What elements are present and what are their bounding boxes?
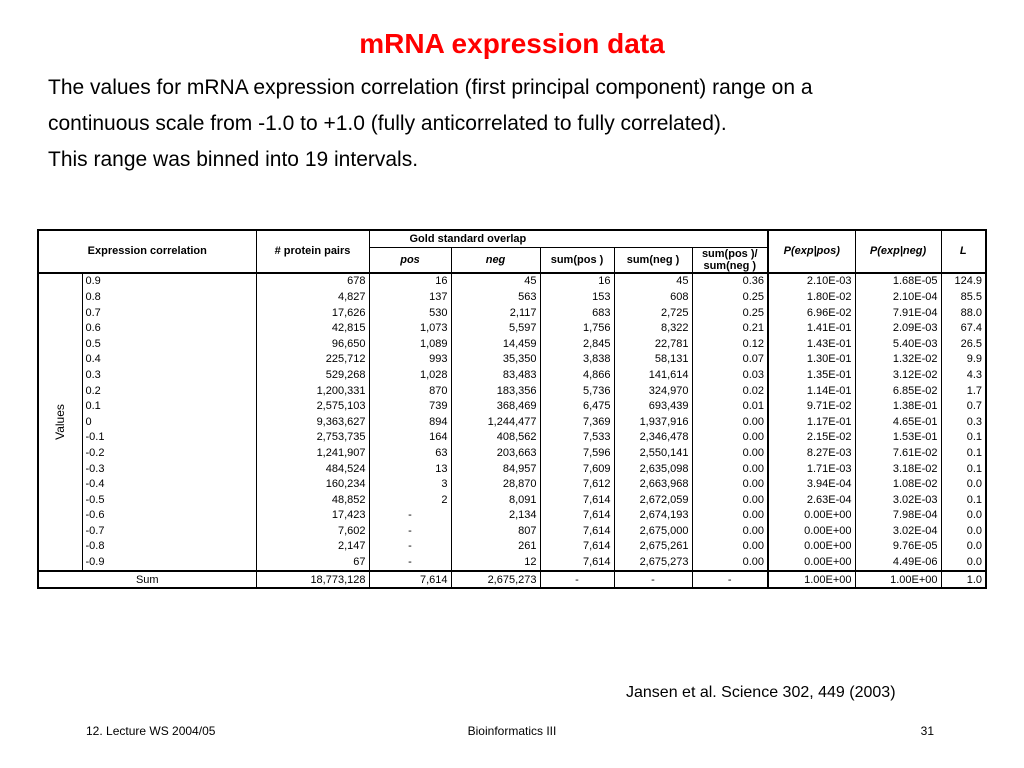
cell-l: 88.0 [941, 305, 986, 321]
cell-p-exp-neg: 6.85E-02 [855, 383, 941, 399]
cell-p-exp-neg: 1.08E-02 [855, 476, 941, 492]
cell-neg: 83,483 [451, 367, 540, 383]
cell-sum-neg: 2,550,141 [614, 445, 692, 461]
header-sum-ratio-line1: sum(pos )/ [701, 247, 758, 260]
cell-neg: 35,350 [451, 352, 540, 368]
cell-bin: 0.4 [82, 352, 256, 368]
cell-p-exp-neg: 5.40E-03 [855, 336, 941, 352]
citation: Jansen et al. Science 302, 449 (2003) [626, 684, 896, 701]
table-row [38, 320, 986, 336]
table-row [38, 383, 986, 399]
cell-protein-pairs: 9,363,627 [256, 414, 369, 430]
cell-ratio: 0.00 [692, 508, 768, 524]
cell-ratio: 0.25 [692, 305, 768, 321]
cell-bin: 0.5 [82, 336, 256, 352]
cell-protein-pairs: 48,852 [256, 492, 369, 508]
cell-sum-neg: 608 [614, 289, 692, 305]
slide-title: mRNA expression data [359, 28, 665, 59]
cell-sum-pos: 7,609 [540, 461, 614, 477]
cell-sum-pos: 153 [540, 289, 614, 305]
cell-p-exp-pos: 2.10E-03 [768, 273, 855, 290]
cell-ratio: 0.07 [692, 352, 768, 368]
cell-p-exp-pos: 1.17E-01 [768, 414, 855, 430]
cell-bin: -0.6 [82, 508, 256, 524]
table-row [38, 398, 986, 414]
cell-bin: 0.1 [82, 398, 256, 414]
cell-neg: 368,469 [451, 398, 540, 414]
cell-neg: 84,957 [451, 461, 540, 477]
cell-l: 0.0 [941, 476, 986, 492]
cell-p-exp-pos: 0.00E+00 [768, 554, 855, 571]
cell-sum-neg: 2,675,000 [614, 523, 692, 539]
cell-protein-pairs: 160,234 [256, 476, 369, 492]
cell-bin: -0.7 [82, 523, 256, 539]
cell-pos: 739 [369, 398, 451, 414]
cell-pos: 530 [369, 305, 451, 321]
cell-sum-pos: 7,614 [540, 508, 614, 524]
cell-p-exp-neg: 9.76E-05 [855, 539, 941, 555]
cell-p-exp-neg: 2.09E-03 [855, 320, 941, 336]
cell-pos: 993 [369, 352, 451, 368]
cell-pos: 63 [369, 445, 451, 461]
table-row [38, 523, 986, 539]
cell-protein-pairs: 678 [256, 273, 369, 290]
cell-ratio: 0.00 [692, 414, 768, 430]
cell-pos: 2 [369, 492, 451, 508]
cell-protein-pairs: 225,712 [256, 352, 369, 368]
header-sum-ratio-line2: sum(neg ) [703, 259, 757, 272]
table-row [38, 476, 986, 492]
cell-bin: -0.1 [82, 430, 256, 446]
sum-row [38, 571, 986, 589]
cell-sum-pos: 16 [540, 273, 614, 290]
cell-pos: - [369, 539, 451, 555]
cell-p-exp-pos: 9.71E-02 [768, 398, 855, 414]
cell-neg: 563 [451, 289, 540, 305]
cell-ratio: 0.00 [692, 445, 768, 461]
cell-l: 0.1 [941, 461, 986, 477]
cell-protein-pairs: 7,602 [256, 523, 369, 539]
cell-ratio: 0.00 [692, 554, 768, 571]
cell-p-exp-pos: 1.30E-01 [768, 352, 855, 368]
cell-sum-neg: 2,663,968 [614, 476, 692, 492]
cell-p-exp-neg: 3.02E-03 [855, 492, 941, 508]
table-row [38, 305, 986, 321]
table-row [38, 367, 986, 383]
cell-pos: 3 [369, 476, 451, 492]
cell-p-exp-neg: 4.49E-06 [855, 554, 941, 571]
cell-bin: -0.4 [82, 476, 256, 492]
cell-pos: 164 [369, 430, 451, 446]
cell-sum-neg: 22,781 [614, 336, 692, 352]
table-row [38, 461, 986, 477]
cell-sum-neg: 58,131 [614, 352, 692, 368]
cell-bin: 0 [82, 414, 256, 430]
cell-pos: 1,073 [369, 320, 451, 336]
cell-sum-neg: 45 [614, 273, 692, 290]
cell-p-exp-pos: 1.41E-01 [768, 320, 855, 336]
table-row [38, 289, 986, 305]
cell-bin: -0.2 [82, 445, 256, 461]
cell-protein-pairs: 17,423 [256, 508, 369, 524]
cell-ratio: 0.02 [692, 383, 768, 399]
cell-l: 0.0 [941, 523, 986, 539]
cell-sum-pos: 4,866 [540, 367, 614, 383]
cell-p-exp-pos: 0.00E+00 [768, 539, 855, 555]
cell-sum-neg: 2,346,478 [614, 430, 692, 446]
cell-bin: 0.2 [82, 383, 256, 399]
cell-p-exp-pos: 1.14E-01 [768, 383, 855, 399]
cell-neg: 2,117 [451, 305, 540, 321]
cell-neg: 203,663 [451, 445, 540, 461]
cell-ratio: 0.21 [692, 320, 768, 336]
sum-p-exp-neg: 1.00E+00 [855, 571, 941, 589]
cell-l: 0.0 [941, 539, 986, 555]
cell-pos: 870 [369, 383, 451, 399]
cell-protein-pairs: 17,626 [256, 305, 369, 321]
cell-sum-neg: 8,322 [614, 320, 692, 336]
cell-sum-pos: 1,756 [540, 320, 614, 336]
sum-ratio: - [692, 571, 768, 589]
sum-sum-neg: - [614, 571, 692, 589]
cell-protein-pairs: 1,200,331 [256, 383, 369, 399]
cell-l: 0.1 [941, 430, 986, 446]
sum-l: 1.0 [941, 571, 986, 589]
table-row [38, 336, 986, 352]
cell-protein-pairs: 484,524 [256, 461, 369, 477]
cell-l: 1.7 [941, 383, 986, 399]
cell-l: 9.9 [941, 352, 986, 368]
cell-l: 0.0 [941, 508, 986, 524]
cell-sum-pos: 2,845 [540, 336, 614, 352]
header-p-exp-pos: P(exp|pos) [768, 230, 855, 273]
cell-l: 0.0 [941, 554, 986, 571]
cell-sum-neg: 2,725 [614, 305, 692, 321]
cell-bin: 0.8 [82, 289, 256, 305]
cell-neg: 45 [451, 273, 540, 290]
cell-p-exp-neg: 3.12E-02 [855, 367, 941, 383]
table-row [38, 430, 986, 446]
cell-pos: 894 [369, 414, 451, 430]
cell-bin: -0.8 [82, 539, 256, 555]
cell-l: 0.7 [941, 398, 986, 414]
cell-protein-pairs: 67 [256, 554, 369, 571]
table-row [38, 414, 986, 430]
cell-neg: 12 [451, 554, 540, 571]
cell-neg: 8,091 [451, 492, 540, 508]
cell-pos: 1,028 [369, 367, 451, 383]
cell-sum-pos: 5,736 [540, 383, 614, 399]
cell-p-exp-pos: 1.80E-02 [768, 289, 855, 305]
cell-pos: 16 [369, 273, 451, 290]
cell-sum-pos: 7,533 [540, 430, 614, 446]
header-p-exp-neg: P(exp|neg) [855, 230, 941, 273]
footer-page-number: 31 [920, 724, 934, 738]
cell-sum-neg: 2,675,273 [614, 554, 692, 571]
table-row [38, 273, 986, 290]
cell-sum-pos: 7,614 [540, 539, 614, 555]
cell-l: 0.1 [941, 492, 986, 508]
table-row [38, 445, 986, 461]
cell-l: 0.3 [941, 414, 986, 430]
cell-p-exp-pos: 1.43E-01 [768, 336, 855, 352]
cell-sum-pos: 683 [540, 305, 614, 321]
values-axis-label-cell [38, 273, 82, 571]
cell-p-exp-neg: 1.68E-05 [855, 273, 941, 290]
header-sum-neg: sum(neg ) [614, 247, 692, 273]
cell-protein-pairs: 96,650 [256, 336, 369, 352]
cell-sum-pos: 3,838 [540, 352, 614, 368]
cell-ratio: 0.00 [692, 430, 768, 446]
cell-bin: 0.7 [82, 305, 256, 321]
cell-neg: 408,562 [451, 430, 540, 446]
cell-ratio: 0.25 [692, 289, 768, 305]
cell-ratio: 0.00 [692, 492, 768, 508]
cell-sum-neg: 2,672,059 [614, 492, 692, 508]
cell-sum-neg: 2,635,098 [614, 461, 692, 477]
cell-l: 124.9 [941, 273, 986, 290]
body-line: This range was binned into 19 intervals. [48, 148, 419, 171]
cell-p-exp-neg: 2.10E-04 [855, 289, 941, 305]
cell-sum-pos: 7,614 [540, 492, 614, 508]
cell-l: 4.3 [941, 367, 986, 383]
header-sum-ratio [692, 247, 768, 273]
cell-sum-pos: 7,369 [540, 414, 614, 430]
cell-protein-pairs: 4,827 [256, 289, 369, 305]
cell-pos: - [369, 554, 451, 571]
cell-protein-pairs: 529,268 [256, 367, 369, 383]
cell-p-exp-neg: 1.38E-01 [855, 398, 941, 414]
cell-sum-neg: 1,937,916 [614, 414, 692, 430]
cell-p-exp-neg: 3.18E-02 [855, 461, 941, 477]
cell-neg: 807 [451, 523, 540, 539]
cell-ratio: 0.00 [692, 476, 768, 492]
values-axis-label: Values [53, 403, 68, 440]
table-row [38, 508, 986, 524]
cell-p-exp-neg: 1.32E-02 [855, 352, 941, 368]
cell-sum-neg: 324,970 [614, 383, 692, 399]
cell-protein-pairs: 2,575,103 [256, 398, 369, 414]
cell-pos: 1,089 [369, 336, 451, 352]
sum-label: Sum [38, 571, 256, 589]
cell-p-exp-neg: 7.91E-04 [855, 305, 941, 321]
cell-protein-pairs: 2,147 [256, 539, 369, 555]
cell-p-exp-neg: 7.61E-02 [855, 445, 941, 461]
sum-neg: 2,675,273 [451, 571, 540, 589]
slide-body-text [48, 70, 1008, 178]
cell-pos: - [369, 523, 451, 539]
cell-bin: -0.3 [82, 461, 256, 477]
cell-sum-pos: 7,614 [540, 523, 614, 539]
cell-ratio: 0.36 [692, 273, 768, 290]
cell-pos: 13 [369, 461, 451, 477]
cell-p-exp-pos: 8.27E-03 [768, 445, 855, 461]
cell-p-exp-neg: 1.53E-01 [855, 430, 941, 446]
body-line: The values for mRNA expression correlation (first principal component) range on a [48, 76, 813, 99]
cell-p-exp-pos: 1.35E-01 [768, 367, 855, 383]
cell-l: 67.4 [941, 320, 986, 336]
table-row [38, 554, 986, 571]
cell-p-exp-pos: 0.00E+00 [768, 523, 855, 539]
cell-bin: -0.5 [82, 492, 256, 508]
cell-p-exp-pos: 1.71E-03 [768, 461, 855, 477]
cell-sum-pos: 6,475 [540, 398, 614, 414]
header-sum-pos: sum(pos ) [540, 247, 614, 273]
sum-sum-pos: - [540, 571, 614, 589]
table-row [38, 492, 986, 508]
footer-lecture: 12. Lecture WS 2004/05 [86, 724, 216, 738]
cell-bin: 0.6 [82, 320, 256, 336]
cell-ratio: 0.12 [692, 336, 768, 352]
cell-ratio: 0.03 [692, 367, 768, 383]
sum-p-exp-pos: 1.00E+00 [768, 571, 855, 589]
cell-pos: 137 [369, 289, 451, 305]
cell-p-exp-pos: 2.63E-04 [768, 492, 855, 508]
header-protein-pairs: # protein pairs [256, 230, 369, 273]
cell-p-exp-neg: 4.65E-01 [855, 414, 941, 430]
cell-neg: 1,244,477 [451, 414, 540, 430]
mrna-expression-table [37, 229, 987, 589]
cell-ratio: 0.01 [692, 398, 768, 414]
cell-neg: 261 [451, 539, 540, 555]
sum-protein-pairs: 18,773,128 [256, 571, 369, 589]
cell-l: 85.5 [941, 289, 986, 305]
cell-neg: 14,459 [451, 336, 540, 352]
cell-bin: -0.9 [82, 554, 256, 571]
cell-protein-pairs: 42,815 [256, 320, 369, 336]
header-gold-standard-overlap: Gold standard overlap [369, 230, 768, 247]
header-expression-correlation: Expression correlation [87, 245, 207, 258]
header-l: L [941, 230, 986, 273]
header-pos: pos [369, 247, 451, 273]
cell-p-exp-neg: 7.98E-04 [855, 508, 941, 524]
cell-ratio: 0.00 [692, 539, 768, 555]
cell-sum-pos: 7,596 [540, 445, 614, 461]
cell-neg: 2,134 [451, 508, 540, 524]
cell-neg: 5,597 [451, 320, 540, 336]
cell-l: 0.1 [941, 445, 986, 461]
footer-course: Bioinformatics III [467, 724, 557, 738]
cell-bin: 0.3 [82, 367, 256, 383]
cell-pos: - [369, 508, 451, 524]
cell-sum-pos: 7,612 [540, 476, 614, 492]
cell-p-exp-pos: 2.15E-02 [768, 430, 855, 446]
sum-pos: 7,614 [369, 571, 451, 589]
cell-ratio: 0.00 [692, 523, 768, 539]
cell-bin: 0.9 [82, 273, 256, 290]
header-neg: neg [451, 247, 540, 273]
cell-protein-pairs: 1,241,907 [256, 445, 369, 461]
cell-l: 26.5 [941, 336, 986, 352]
cell-sum-neg: 2,674,193 [614, 508, 692, 524]
table-row [38, 539, 986, 555]
cell-p-exp-pos: 6.96E-02 [768, 305, 855, 321]
cell-ratio: 0.00 [692, 461, 768, 477]
cell-p-exp-pos: 3.94E-04 [768, 476, 855, 492]
cell-protein-pairs: 2,753,735 [256, 430, 369, 446]
body-line: continuous scale from -1.0 to +1.0 (fully anticorrelated to fully correlated). [48, 112, 727, 135]
cell-sum-neg: 2,675,261 [614, 539, 692, 555]
cell-p-exp-pos: 0.00E+00 [768, 508, 855, 524]
cell-p-exp-neg: 3.02E-04 [855, 523, 941, 539]
table-row [38, 352, 986, 368]
cell-sum-neg: 141,614 [614, 367, 692, 383]
cell-sum-pos: 7,614 [540, 554, 614, 571]
cell-neg: 183,356 [451, 383, 540, 399]
cell-neg: 28,870 [451, 476, 540, 492]
cell-sum-neg: 693,439 [614, 398, 692, 414]
